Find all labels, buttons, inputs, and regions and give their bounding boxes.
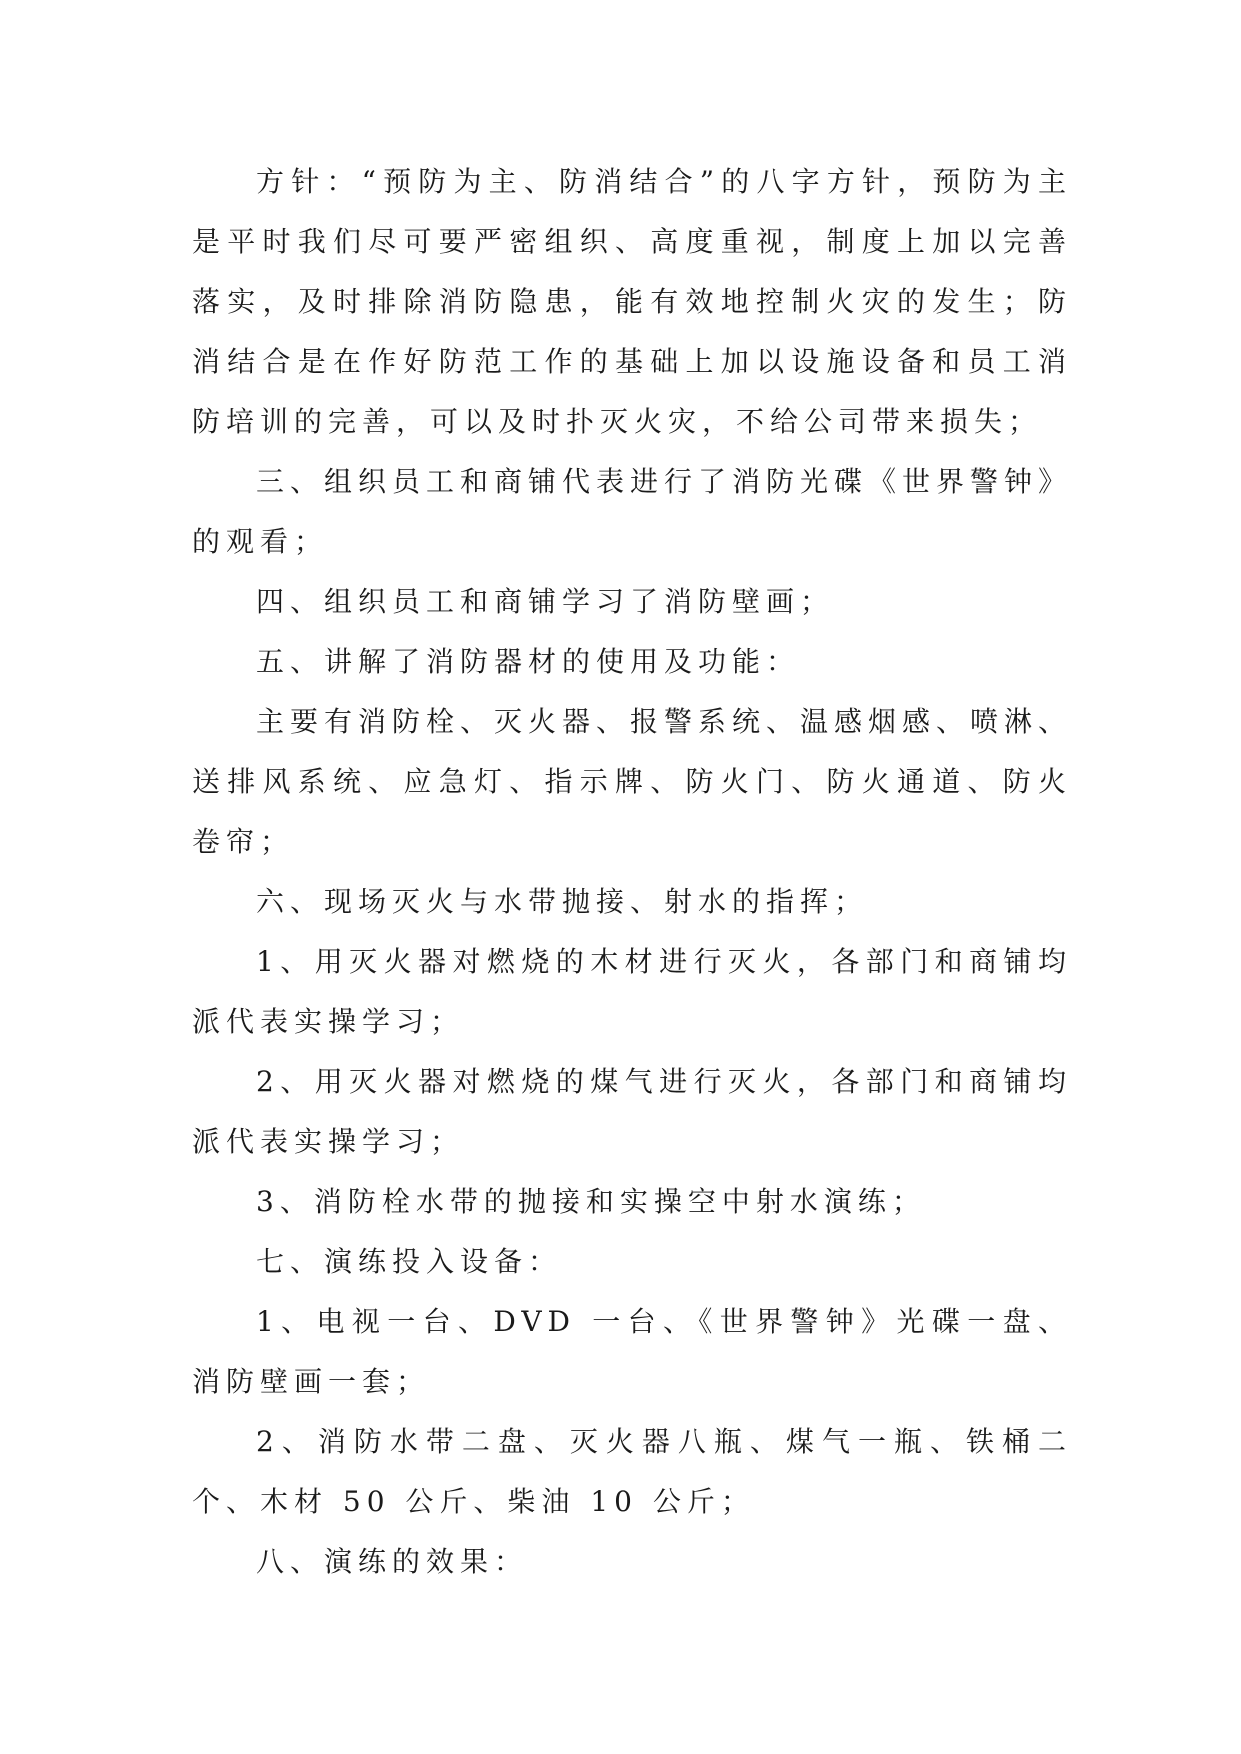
paragraph-item-6-1: 1、用灭火器对燃烧的木材进行灭火，各部门和商铺均派代表实操学习； (192, 945, 1072, 1038)
paragraph-item-7-2: 2、消防水带二盘、灭火器八瓶、煤气一瓶、铁桶二个、木材 50 公斤、柴油 10 公斤； (192, 1425, 1072, 1518)
paragraph-section-8: 八、演练的效果： (256, 1545, 529, 1578)
paragraph-policy: 方针：“预防为主、防消结合”的八字方针，预防为主是平时我们尽可要严密组织、高度重视，制度上加以完善落实，及时排除消防隐患，能有效地控制火灾的发生；防消结合是在作好防范工作的基础上加以设施设备和员工消防培训的完善，可以及时扑灭火灾，不给公司带来损失； (192, 165, 1072, 438)
paragraph-section-7: 七、演练投入设备： (256, 1245, 563, 1278)
paragraph-section-3: 三、组织员工和商铺代表进行了消防光碟《世界警钟》的观看； (192, 465, 1073, 558)
paragraph-item-6-2: 2、用灭火器对燃烧的煤气进行灭火，各部门和商铺均派代表实操学习； (192, 1065, 1072, 1158)
paragraph-item-6-3: 3、消防栓水带的抛接和实操空中射水演练； (256, 1185, 926, 1218)
paragraph-item-7-1: 1、电视一台、DVD 一台、《世界警钟》光碟一盘、消防壁画一套； (192, 1305, 1072, 1398)
paragraph-equipment-list: 主要有消防栓、灭火器、报警系统、温感烟感、喷淋、送排风系统、应急灯、指示牌、防火门、防火通道、防火卷帘； (192, 705, 1073, 858)
paragraph-section-5: 五、讲解了消防器材的使用及功能： (256, 645, 801, 678)
paragraph-section-6: 六、现场灭火与水带抛接、射水的指挥； (256, 885, 869, 918)
document-body (192, 152, 1072, 1592)
paragraph-section-4: 四、组织员工和商铺学习了消防壁画； (256, 585, 835, 618)
